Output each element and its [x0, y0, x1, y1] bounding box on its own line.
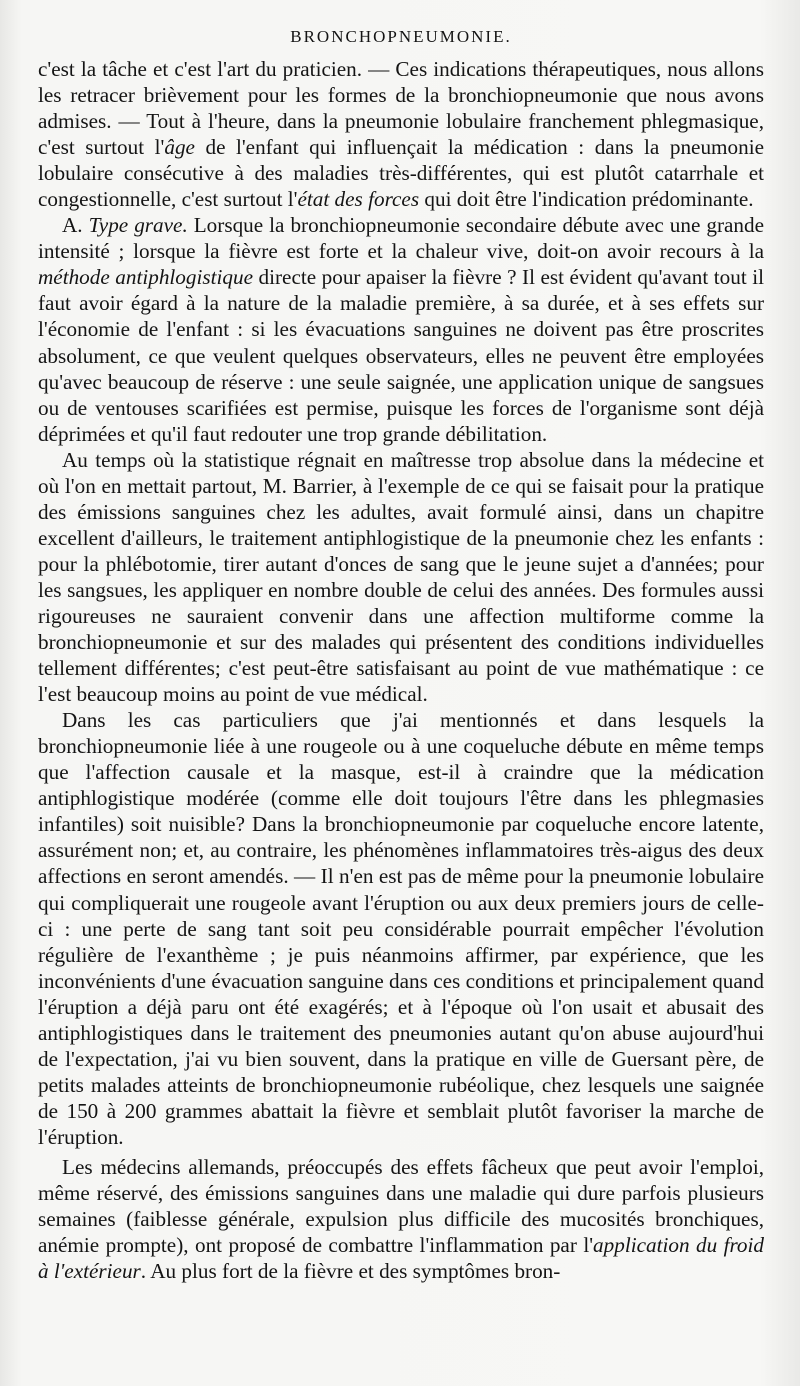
paragraph-5: [38, 1154, 764, 1284]
p2-text-e: directe pour apaiser la fièvre ? Il est évident qu'avant tout il faut avoir égard à la nature de la maladie première, à sa durée, et à ses effets sur l'économie de l'enfant : si les évacuations sanguines ne doivent pas être proscrites absolument, ce que veulent quelques observateurs, elles ne peuvent être employées qu'avec beaucoup de réserve : une seule saignée, une application unique de sangsues ou de ventouses scarifiées est permise, puisque les forces de l'organisme sont déjà déprimées et qu'il faut redouter une trop grande débilitation.: [38, 265, 764, 446]
p2-text-a: A.: [62, 213, 89, 238]
p5-text-a: Les médecins allemands, préoccupés des effets fâcheux que peut avoir l'emploi, même réservé, des émissions sanguines dans une maladie qui dure parfois plusieurs semaines (faiblesse générale, expulsion plus difficile des mucosités bronchiques, anémie prompte), ont proposé de combattre l'inflammation par l': [38, 1154, 764, 1258]
p1-emphasis-age: âge: [164, 135, 195, 160]
paragraph-3: Au temps où la statistique régnait en maîtresse trop absolue dans la médecine et où l'on en mettait partout, M. Barrier, à l'exemple de ce qui se faisait pour la pratique des émissions sanguines chez les adultes, avait formulé ainsi, dans un chapitre excellent d'ailleurs, le traitement antiphlogistique de la pneumonie chez les enfants : pour la phlébotomie, tirer autant d'onces de sang que le jeune sujet a d'années; pour les sangsues, les appliquer en nombre double de celui des années. Des formules aussi rigoureuses ne sauraient convenir dans une affection multiforme comme la bronchiopneumonie et sur des malades qui présentent des conditions individuelles tellement différentes; c'est peut-être satisfaisant au point de vue mathématique : ce l'est beaucoup moins au point de vue médical.: [38, 447, 764, 707]
p2-text-c: Lorsque la bronchiopneumonie secondaire débute avec une grande intensité ; lorsque la fièvre est forte et la chaleur vive, doit-on avoir recours à la: [38, 213, 764, 264]
running-header: BRONCHOPNEUMONIE.: [290, 27, 512, 46]
p2-emphasis-methode: méthode antiphlogistique: [38, 265, 253, 290]
p1-text-c: de l'enfant qui influençait la médication : dans la pneumonie lobulaire consécutive à des maladies très-différentes, qui est plutôt catarrhale et congestionnelle, c'est surtout l': [38, 135, 764, 212]
paragraph-4: Dans les cas particuliers que j'ai mentionnés et dans lesquels la bronchiopneumonie liée à une rougeole ou à une coqueluche débute en même temps que l'affection causale et la masque, est-il à craindre que la médication antiphlogistique modérée (comme elle doit toujours l'être dans les phlegmasies infantiles) soit nuisible? Dans la bronchiopneumonie par coqueluche encore latente, assurément non; et, au contraire, les phénomènes inflammatoires très-aigus des deux affections en seront amendés. — Il n'en est pas de même pour la pneumonie lobulaire qui compliquerait une rougeole avant l'éruption ou aux deux premiers jours de celle-ci : une perte de sang tant soit peu considérable pourrait empêcher l'évolution régulière de l'exanthème ; je puis néanmoins affirmer, par expérience, que les inconvénients d'une évacuation sanguine dans ces conditions et principalement quand l'éruption a déjà paru ont été exagérés; et à l'époque où l'on usait et abusait des antiphlogistiques dans le traitement des pneumonies autant qu'on abuse aujourd'hui de l'expectation, j'ai vu bien souvent, dans la pratique en ville de Guersant père, de petits malades atteints de bronchiopneumonie rubéolique, chez lesquels une saignée de 150 à 200 grammes abattait la fièvre et semblait plutôt favoriser la marche de l'éruption.: [38, 708, 764, 1149]
p1-text-a: c'est la tâche et c'est l'art du praticien. — Ces indications thérapeutiques, nous allons les retracer brièvement pour les formes de la bronchiopneumonie que nous avons admises. — Tout à l'heure, dans la pneumonie lobulaire franchement phlegmasique, c'est surtout l': [38, 57, 764, 160]
p1-text-e: qui doit être l'indication prédominante.: [419, 187, 754, 212]
p2-emphasis-type: Type grave.: [88, 213, 188, 238]
p5-emphasis-application: application du froid à l'extérieur: [38, 1233, 765, 1284]
p1-emphasis-forces: état des forces: [297, 187, 420, 212]
paragraph-2: [38, 212, 764, 446]
p5-text-c: . Au plus fort de la fièvre et des symptômes bron-: [140, 1259, 561, 1284]
paragraph-1: [38, 56, 764, 212]
